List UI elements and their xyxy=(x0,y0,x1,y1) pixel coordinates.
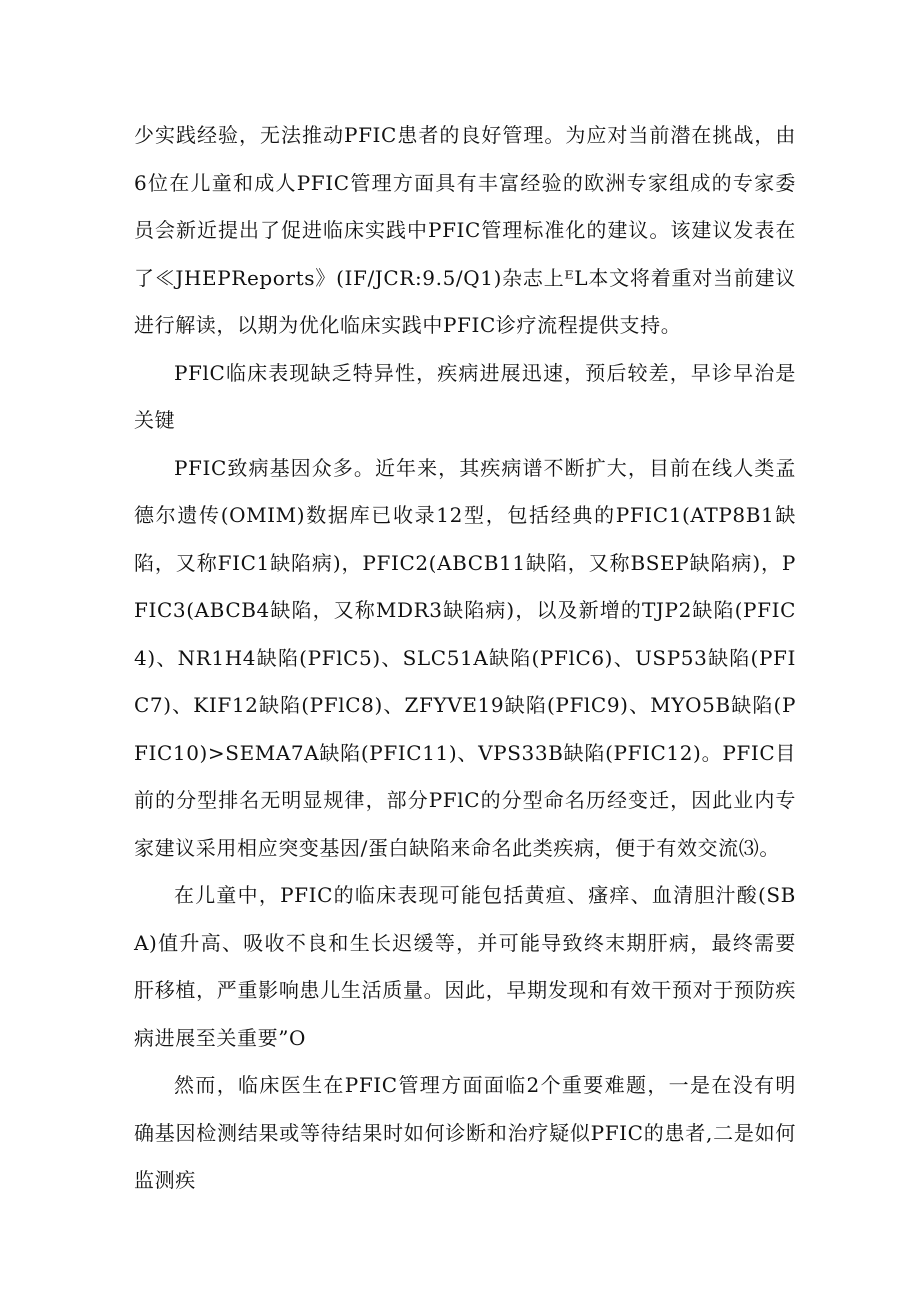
paragraph-management-challenges: 然而，临床医生在PFIC管理方面面临2个重要难题，一是在没有明确基因检测结果或等待结果时如何诊断和治疗疑似PFIC的患者,二是如何监测疾 xyxy=(134,1073,796,1192)
paragraph-continued-intro: 少实践经验，无法推动PFIC患者的良好管理。为应对当前潜在挑战，由6位在儿童和成人PFIC管理方面具有丰富经验的欧洲专家组成的专家委员会新近提出了促进临床实践中PFIC管理标准化的建议。该建议发表在了≪JHEPReports》(IF/JCR:9.5/Q1)杂志上ᴱL本文将着重对当前建议进行解读，以期为优化临床实践中PFIC诊疗流程提供支持。 xyxy=(134,123,796,337)
paragraph-pathogenic-genes: PFIC致病基因众多。近年来，其疾病谱不断扩大，目前在线人类孟德尔遗传(OMIM)数据库已收录12型，包括经典的PFIC1(ATP8B1缺陷，又称FIC1缺陷病)，PFIC2(ABCB11缺陷，又称BSEP缺陷病)，PFIC3(ABCB4缺陷，又称MDR3缺陷病)，以及新增的TJP2缺陷(PFIC4)、NR1H4缺陷(PFlC5)、SLC51A缺陷(PFlC6)、USP53缺陷(PFIC7)、KIF12缺陷(PFlC8)、ZFYVE19缺陷(PFlC9)、MYO5B缺陷(PFIC10)>SEMA7A缺陷(PFIC11)、VPS33B缺陷(PFIC12)。PFIC目前的分型排名无明显规律，部分PFlC的分型命名历经变迁，因此业内专家建议采用相应突变基因/蛋白缺陷来命名此类疾病，便于有效交流⑶。 xyxy=(134,455,796,860)
document-body xyxy=(134,112,796,1205)
paragraph-pediatric-manifestations: 在儿童中，PFIC的临床表现可能包括黄疸、瘙痒、血清胆汁酸(SBA)值升高、吸收不良和生长迟缓等，并可能导致终末期肝病，最终需要肝移植，严重影响患儿生活质量。因此，早期发现和有效干预对于预防疾病进展至关重要”O xyxy=(134,883,796,1050)
section-heading-clinical-features: PFlC临床表现缺乏特异性，疾病进展迅速，预后较差，早诊早治是关键 xyxy=(134,360,796,432)
